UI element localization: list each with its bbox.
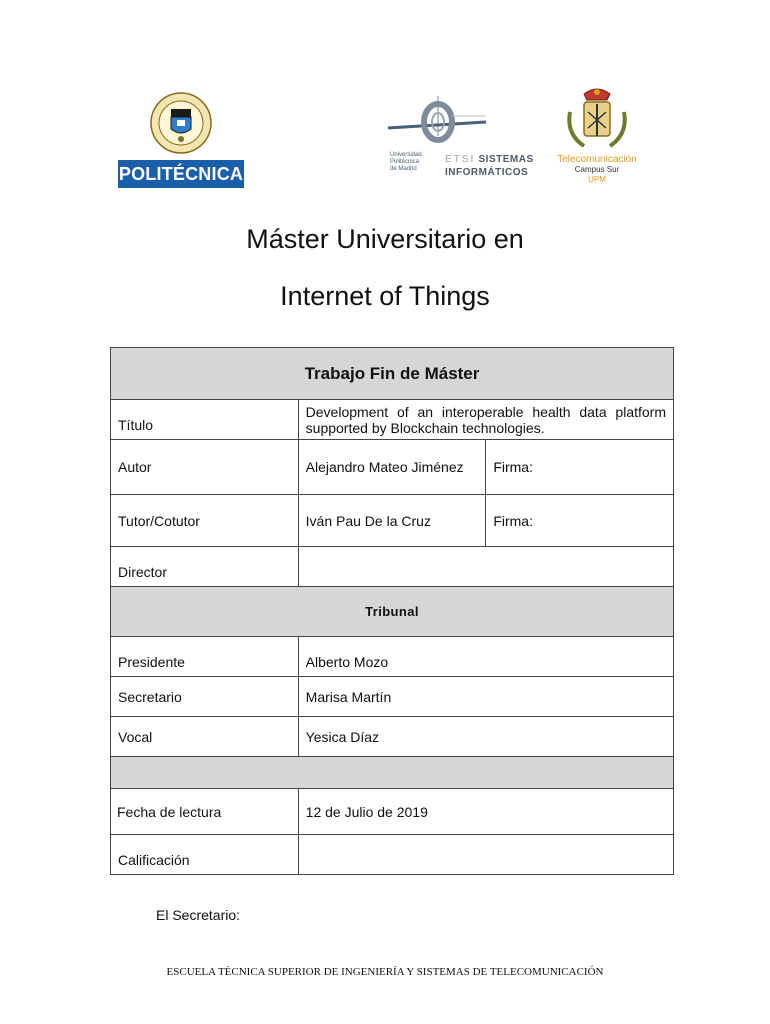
table-row — [111, 587, 674, 637]
tutor-value: Iván Pau De la Cruz — [298, 495, 486, 547]
director-label: Director — [111, 547, 299, 587]
secretario-value: Marisa Martín — [298, 677, 673, 717]
upm-seal-icon — [150, 92, 212, 154]
thesis-form-table — [110, 347, 674, 875]
telecom-line3: UPM — [588, 175, 606, 184]
presidente-label: Presidente — [111, 637, 299, 677]
page-title-line2: Internet of Things — [280, 281, 490, 311]
table-row — [111, 757, 674, 789]
table-row — [111, 789, 674, 835]
presidente-value: Alberto Mozo — [298, 637, 673, 677]
table-row — [111, 677, 674, 717]
director-value — [298, 547, 673, 587]
table-row — [111, 835, 674, 875]
etsi-emblem-icon — [386, 92, 546, 152]
etsi-logo — [386, 92, 546, 184]
telecom-logo — [554, 86, 640, 186]
tribunal-header: Tribunal — [111, 587, 674, 637]
fecha-label: Fecha de lectura — [111, 789, 299, 835]
tutor-label: Tutor/Cotutor — [111, 495, 299, 547]
blank-separator-row — [111, 757, 674, 789]
telecom-line1: Telecomunicación — [557, 154, 637, 165]
table-row — [111, 348, 674, 400]
upm-label: POLITÉCNICA — [118, 160, 244, 188]
secretario-label: Secretario — [111, 677, 299, 717]
table-row — [111, 400, 674, 440]
titulo-value: Development of an interoperable health data platform supported by Blockchain technologies. — [298, 400, 673, 440]
table-row — [111, 547, 674, 587]
vocal-value: Yesica Díaz — [298, 717, 673, 757]
footer-school-name: ESCUELA TÉCNICA SUPERIOR DE INGENIERÍA Y SISTEMAS DE TELECOMUNICACIÓN — [166, 966, 604, 978]
tutor-firma-label: Firma: — [486, 495, 674, 547]
table-row — [111, 717, 674, 757]
upm-logo — [118, 92, 244, 188]
autor-firma-label: Firma: — [486, 440, 674, 495]
etsi-line1: ETSI SISTEMAS — [445, 154, 534, 165]
telecom-line2: Campus Sur — [574, 165, 620, 174]
autor-value: Alejandro Mateo Jiménez — [298, 440, 486, 495]
fecha-value: 12 de Julio de 2019 — [298, 789, 673, 835]
etsi-line2: INFORMÁTICOS — [445, 167, 529, 178]
telecom-crest-icon — [564, 86, 630, 152]
etsi-university-name: Universidad Politécnica de Madrid — [390, 152, 422, 172]
table-row — [111, 495, 674, 547]
form-header: Trabajo Fin de Máster — [111, 348, 674, 400]
secretary-signature-label: El Secretario: — [156, 907, 241, 923]
vocal-label: Vocal — [111, 717, 299, 757]
table-row — [111, 637, 674, 677]
page-title-line1: Máster Universitario en — [246, 224, 524, 254]
table-row — [111, 440, 674, 495]
autor-label: Autor — [111, 440, 299, 495]
calificacion-value — [298, 835, 673, 875]
titulo-label: Título — [111, 400, 299, 440]
calificacion-label: Calificación — [111, 835, 299, 875]
